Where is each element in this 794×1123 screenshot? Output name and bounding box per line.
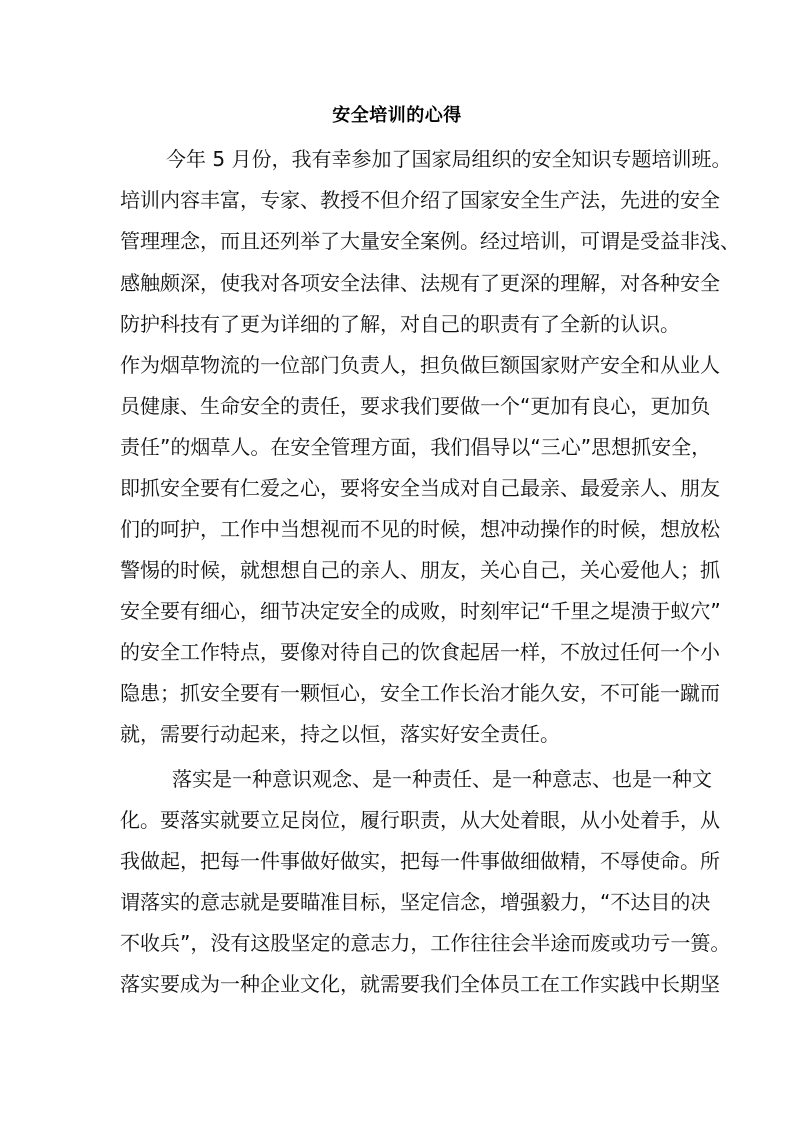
paragraph-line: 落实要成为一种企业文化，就需要我们全体员工在工作实践中长期坚 xyxy=(120,972,720,996)
paragraph-line: 我做起，把每一件事做好做实，把每一件事做细做精，不辱使命。所 xyxy=(120,849,720,873)
document-title: 安全培训的心得 xyxy=(332,105,462,126)
paragraph-line: 就，需要行动起来，持之以恒，落实好安全责任。 xyxy=(120,722,560,746)
paragraph-line: 防护科技有了更为详细的了解，对自己的职责有了全新的认识。 xyxy=(120,312,680,336)
paragraph-line: 警惕的时候，就想想自己的亲人、朋友，关心自己，关心爱他人；抓 xyxy=(120,558,720,582)
paragraph-line: 员健康、生命安全的责任，要求我们要做一个“更加有良心，更加负 xyxy=(120,394,711,418)
paragraph-line: 落实是一种意识观念、是一种责任、是一种意志、也是一种文 xyxy=(172,767,712,791)
paragraph-line: 隐患；抓安全要有一颗恒心，安全工作长治才能久安，不可能一蹴而 xyxy=(120,681,720,705)
paragraph-line: 培训内容丰富，专家、教授不但介绍了国家安全生产法，先进的安全 xyxy=(120,188,720,212)
paragraph-line: 谓落实的意志就是要瞄准目标，坚定信念，增强毅力，“不达目的决 xyxy=(120,890,711,914)
paragraph-line: 今年 5 月份，我有幸参加了国家局组织的安全知识专题培训班。 xyxy=(166,147,732,171)
paragraph-line: 管理理念，而且还列举了大量安全案例。经过培训，可谓是受益非浅、 xyxy=(120,229,740,253)
paragraph-line: 不收兵”，没有这股坚定的意志力，工作往往会半途而废或功亏一篑。 xyxy=(120,931,731,955)
paragraph-line: 即抓安全要有仁爱之心，要将安全当成对自己最亲、最爱亲人、朋友 xyxy=(120,476,720,500)
paragraph-line: 化。要落实就要立足岗位，履行职责，从大处着眼，从小处着手，从 xyxy=(120,808,720,832)
paragraph-line: 感触颇深，使我对各项安全法律、法规有了更深的理解，对各种安全 xyxy=(120,271,720,295)
paragraph-line: 责任”的烟草人。在安全管理方面，我们倡导以“三心”思想抓安全， xyxy=(120,435,712,459)
paragraph-line: 们的呵护，工作中当想视而不见的时候，想冲动操作的时候，想放松 xyxy=(120,517,720,541)
paragraph-line: 的安全工作特点，要像对待自己的饮食起居一样，不放过任何一个小 xyxy=(120,640,720,664)
paragraph-line: 作为烟草物流的一位部门负责人，担负做巨额国家财产安全和从业人 xyxy=(120,353,720,377)
paragraph-line: 安全要有细心，细节决定安全的成败，时刻牢记“千里之堤溃于蚁穴” xyxy=(120,599,721,623)
